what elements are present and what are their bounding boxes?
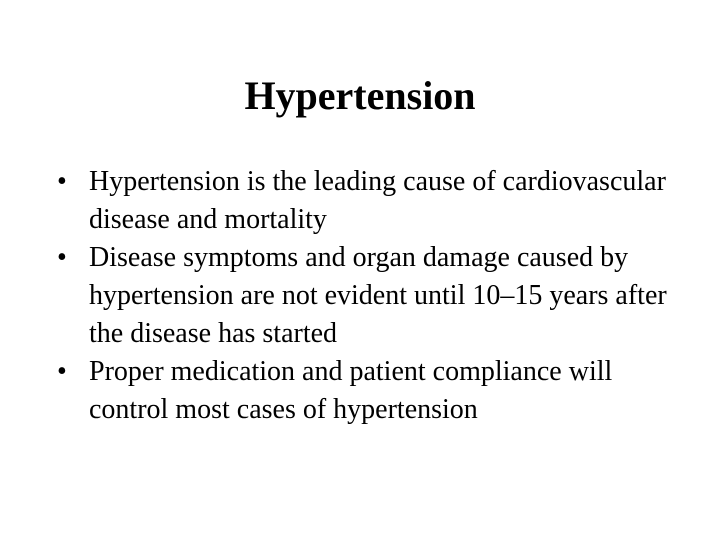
bullet-item: [57, 353, 677, 429]
bullet-text: Proper medication and patient compliance will control most cases of hypertension: [89, 356, 613, 425]
bullet-list: [57, 163, 677, 429]
bullet-item: [57, 239, 677, 353]
bullet-icon: •: [57, 242, 67, 273]
bullet-text: Hypertension is the leading cause of cardiovascular disease and mortality: [89, 166, 666, 235]
slide-title: Hypertension: [244, 73, 476, 118]
bullet-text: Disease symptoms and organ damage caused by hypertension are not evident until 10–15 years after the disease has started: [89, 242, 667, 349]
bullet-icon: •: [57, 356, 67, 387]
bullet-item: [57, 163, 677, 239]
bullet-icon: •: [57, 166, 67, 197]
